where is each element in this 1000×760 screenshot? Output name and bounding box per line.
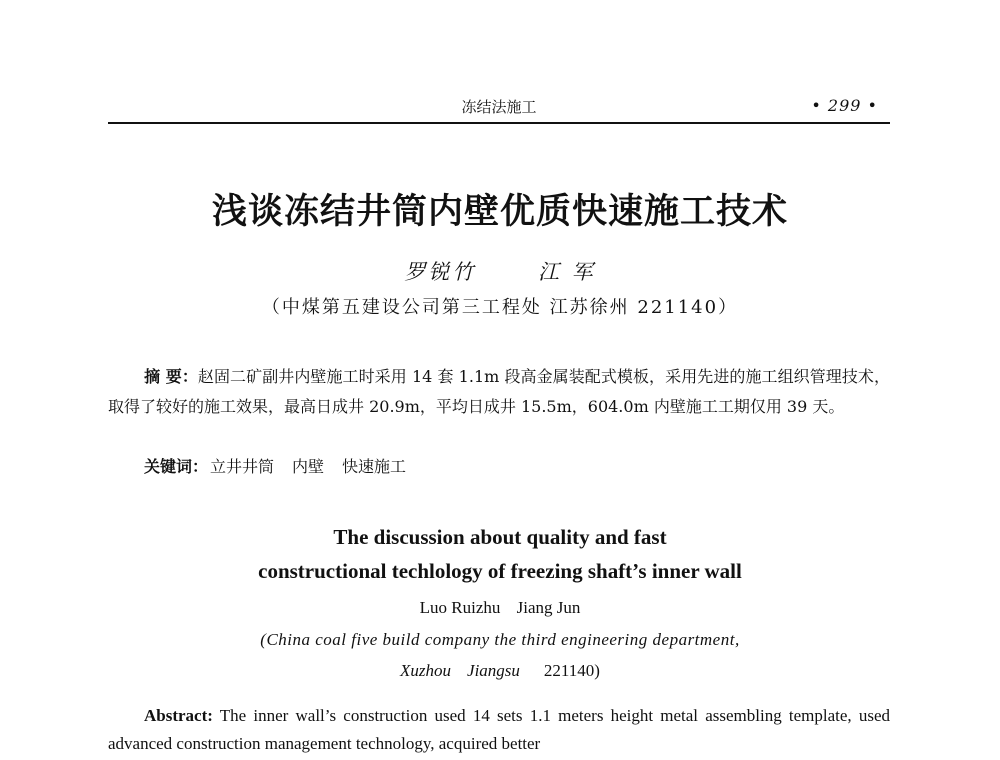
english-abstract-text: The inner wall’s construction used 14 sets 1.1 meters height metal assembling template, used advanced construction management technology, acquired better — [108, 706, 890, 753]
affiliation-province: Jiangsu — [467, 661, 520, 680]
abstract-label: 摘 要： — [144, 367, 198, 386]
header-rule — [108, 122, 890, 124]
running-header — [108, 96, 890, 124]
english-affiliation: (China coal five build company the third engineering department, — [260, 630, 740, 649]
abstract-text: 赵固二矿副井内壁施工时采用 14 套 1.1m 段高金属装配式模板，采用先进的施工组织管理技术，取得了较好的施工效果，最高日成井 20.9m，平均日成井 15.5m，604.0m 内壁施工工期仅用 39 天。 — [108, 367, 891, 416]
abstract-chinese — [108, 362, 890, 422]
english-author-name: Jiang Jun — [516, 598, 581, 617]
english-title-line: constructional techlology of freezing shaft’s inner wall — [258, 559, 742, 583]
author-name: 罗锐竹 — [404, 260, 477, 284]
keyword: 内壁 — [292, 457, 325, 476]
keywords — [144, 454, 424, 477]
paper-title: 浅谈冻结井筒内壁优质快速施工技术 — [211, 192, 788, 232]
english-abstract-label: Abstract: — [144, 706, 213, 725]
keyword: 快速施工 — [342, 457, 407, 476]
english-title-line: The discussion about quality and fast — [333, 525, 667, 549]
affiliation-code: 221140) — [543, 661, 600, 680]
english-author-name: Luo Ruizhu — [419, 598, 501, 617]
english-affiliation-location — [0, 661, 1000, 681]
author-name: 江 军 — [538, 260, 596, 284]
author-list — [0, 256, 1000, 286]
section-name: 冻结法施工 — [461, 98, 537, 116]
keywords-label: 关键词： — [144, 457, 209, 476]
english-title — [0, 520, 1000, 588]
affiliation: （中煤第五建设公司第三工程处 江苏徐州 221140） — [261, 297, 739, 318]
abstract-english — [108, 702, 890, 758]
keyword: 立井井筒 — [210, 457, 275, 476]
affiliation-city: Xuzhou — [400, 661, 452, 680]
page-number: • 299 • — [811, 96, 878, 115]
english-author-list — [0, 598, 1000, 618]
